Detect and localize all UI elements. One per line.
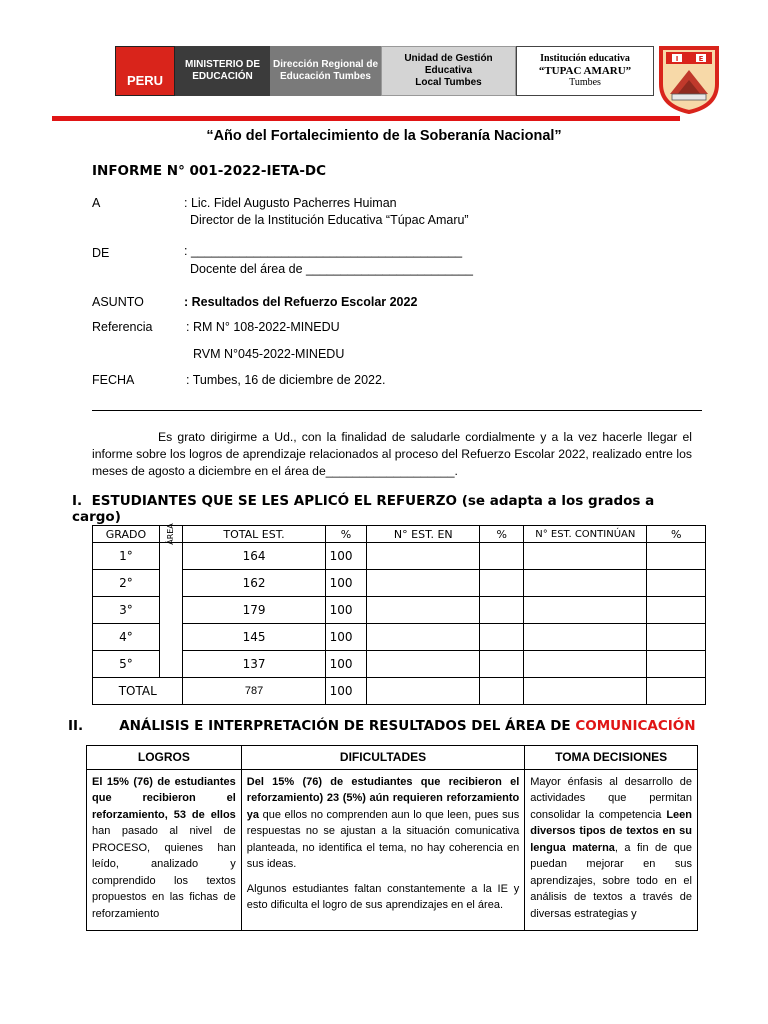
fecha-label: FECHA [92, 373, 135, 387]
section-2-heading: II. ANÁLISIS E INTERPRETACIÓN DE RESULTADOS DEL ÁREA DE COMUNICACIÓN [68, 718, 696, 734]
report-title: INFORME N° 001-2022-IETA-DC [92, 163, 327, 179]
header-est-en: N° EST. EN [367, 526, 480, 543]
asunto-value: : Resultados del Refuerzo Escolar 2022 [184, 295, 418, 309]
table-row: 5° 137 100 [93, 651, 706, 678]
analysis-table [86, 745, 698, 931]
peru-badge: PERU [115, 46, 175, 96]
table-row: 1° 164 100 [93, 543, 706, 570]
header-pct-3: % [647, 526, 706, 543]
analysis-row [87, 769, 698, 930]
direccion-regional-badge: Dirección Regional de Educación Tumbes [270, 46, 381, 96]
separator-line [92, 410, 702, 411]
header-dificultades: DIFICULTADES [241, 746, 524, 770]
students-table [92, 525, 706, 705]
logros-cell: El 15% (76) de estudiantes que recibieron el reforzamiento, 53 de ellos han pasado al nivel de PROCESO, quienes han leído, analizado y comprendido los textos propuestos en las fichas de reforzamiento [87, 769, 242, 930]
table-total-row: TOTAL 787 100 [93, 678, 706, 705]
header-divider [52, 116, 680, 121]
institucion-badge: Institución educativa “TUPAC AMARU” Tumbes [516, 46, 654, 96]
table-row: 2° 162 100 [93, 570, 706, 597]
referencia-label: Referencia [92, 320, 153, 334]
header-logros: LOGROS [87, 746, 242, 770]
header-pct-2: % [480, 526, 524, 543]
asunto-label: ASUNTO [92, 295, 144, 309]
header-pct-1: % [325, 526, 367, 543]
a-value: : Lic. Fidel Augusto Pacherres Huiman [184, 196, 397, 210]
dificultades-cell: Del 15% (76) de estudiantes que recibieron el reforzamiento) 23 (5%) aún requieren reforzamiento ya que ellos no comprenden aun lo que leen, pues sus respuestas no se ajustan a la situación comunicativa planteada, no identifica el tema, no hay coherencia en sus ideas. Algunos estudiantes faltan constantemente a la IE y esto dificulta el logro de sus aprendizajes en el área. [241, 769, 524, 930]
de-value: : _______________________________________ [184, 244, 463, 258]
referencia-value: : RM N° 108-2022-MINEDU [186, 320, 340, 334]
svg-text:I: I [675, 55, 679, 63]
header-grado: GRADO [93, 526, 160, 543]
intro-paragraph: Es grato dirigirme a Ud., con la finalidad de saludarle cordialmente y a la vez hacerle llegar el informe sobre los logros de aprendizaje relacionados al proceso del Refuerzo Escolar 2022, realizado entre los meses de agosto a diciembre en el área de___________________. [92, 430, 692, 478]
decisiones-cell: Mayor énfasis al desarrollo de actividades que permitan consolidar la competencia Leen diversos tipos de textos en su lengua materna, a fin de que puedan mejorar en sus aprendizajes, sobre todo en el análisis de textos a través de diversas estrategias y [525, 769, 698, 930]
a-value-2: Director de la Institución Educativa “Túpac Amaru” [190, 213, 469, 227]
table-row: 3° 179 100 [93, 597, 706, 624]
students-table-header [93, 526, 706, 543]
header-total: TOTAL EST. [183, 526, 325, 543]
ministerio-badge: MINISTERIO DE EDUCACIÓN [175, 46, 270, 96]
year-title: “Año del Fortalecimiento de la Soberanía Nacional” [206, 128, 562, 144]
svg-text:E: E [698, 55, 704, 63]
header-area: ÁREA [159, 526, 183, 543]
de-value-2: Docente del área de ________________________ [190, 262, 473, 276]
de-label: DE [92, 246, 110, 260]
section-1-heading: I. ESTUDIANTES QUE SE LES APLICÓ EL REFUERZO (se adapta a los grados a cargo) [72, 493, 655, 525]
a-label: A [92, 196, 101, 210]
fecha-value: : Tumbes, 16 de diciembre de 2022. [186, 373, 386, 387]
referencia-value-2: RVM N°045-2022-MINEDU [193, 347, 345, 361]
area-merged-cell [159, 543, 183, 678]
area-name: COMUNICACIÓN [575, 718, 696, 734]
school-crest-icon [658, 44, 720, 114]
header-toma-decisiones: TOMA DECISIONES [525, 746, 698, 770]
header-est-continuan: N° EST. CONTINÚAN [524, 526, 647, 543]
analysis-header-row [87, 746, 698, 770]
table-row: 4° 145 100 [93, 624, 706, 651]
ugel-badge: Unidad de Gestión Educativa Local Tumbes [381, 46, 516, 96]
